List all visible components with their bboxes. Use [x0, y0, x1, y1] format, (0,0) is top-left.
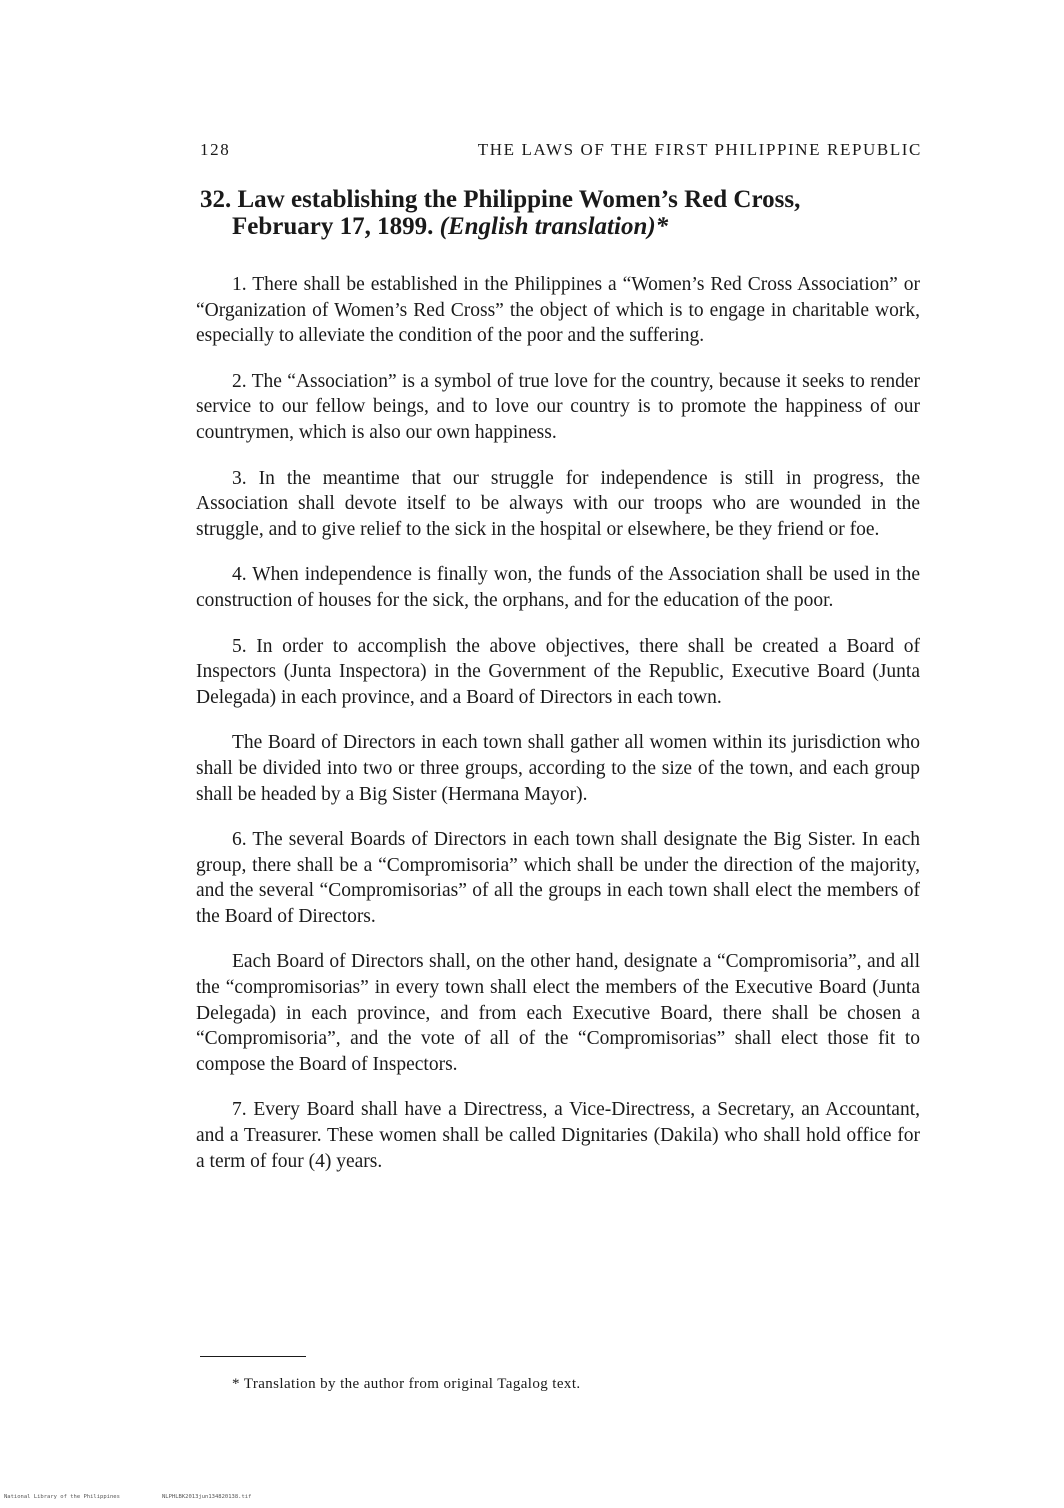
paragraph-1: 1. There shall be established in the Philippines a “Women’s Red Cross Association” or “Organization of Women’s Red Cross” the object of which is to engage in charitable work, especially to alleviate the condition of the poor and the suffering. — [196, 274, 920, 347]
paragraph-3: 3. In the meantime that our struggle for independence is still in progress, the Association shall devote itself to be always with our troops who are wounded in the struggle, and to give relief to the sick in the hospital or elsewhere, be they friend or foe. — [196, 467, 920, 540]
title-translation-note: (English translation)* — [439, 213, 669, 240]
paragraph-6: 6. The several Boards of Directors in each town shall designate the Big Sister. In each group, there shall be a “Compromisoria” which shall be under the direction of the majority, and the several “Compromisorias” of all the groups in each town shall elect the members of the Board of Directors. — [196, 829, 920, 927]
scan-file-id: NLPHLBK2013jun134820138.tif — [162, 1494, 252, 1500]
scan-library: National Library of the Philippines — [4, 1494, 120, 1500]
running-title: THE LAWS OF THE FIRST PHILIPPINE REPUBLIC — [477, 140, 922, 159]
running-header — [200, 140, 922, 166]
law-body — [196, 272, 920, 1194]
paragraph-5: 5. In order to accomplish the above objectives, there shall be created a Board of Inspectors (Junta Inspectora) in the Government of the Republic, Executive Board (Junta Delegada) in each province, and a Board of Directors in each town. — [196, 635, 920, 708]
paragraph-6-continued: Each Board of Directors shall, on the other hand, designate a “Compromisoria”, and all the “compromisorias” in every town shall elect the members of the Executive Board (Junta Delegada) in each province, and from each Executive Board, there shall be chosen a “Compromisoria”, and the vote of all of the “Compromisorias” shall elect those fit to compose the Board of Inspectors. — [196, 951, 920, 1075]
footnote-divider — [200, 1356, 306, 1357]
paragraph-4: 4. When independence is finally won, the funds of the Association shall be used in the construction of houses for the sick, the orphans, and for the education of the poor. — [196, 564, 920, 611]
title-line-2 — [200, 213, 922, 240]
law-title — [200, 186, 922, 240]
title-date: February 17, 1899. — [232, 213, 434, 240]
paragraph-2: 2. The “Association” is a symbol of true love for the country, because it seeks to render service to our fellow beings, and to love our country is to promote the happiness of our countrymen, which is also our own happiness. — [196, 370, 920, 443]
footnote: * Translation by the author from original Tagalog text. — [232, 1376, 581, 1392]
page-number: 128 — [200, 140, 231, 159]
paragraph-7: 7. Every Board shall have a Directress, a Vice-Directress, a Secretary, an Accountant, and a Treasurer. These women shall be called Dignitaries (Dakila) who shall hold office for a term of four (4) years. — [196, 1099, 920, 1172]
title-line-1: 32. Law establishing the Philippine Women’s Red Cross, — [200, 186, 801, 213]
scan-credit — [4, 1494, 324, 1500]
paragraph-5-continued: The Board of Directors in each town shall gather all women within its jurisdiction who shall be divided into two or three groups, according to the size of the town, and each group shall be headed by a Big Sister (Hermana Mayor). — [196, 732, 920, 805]
